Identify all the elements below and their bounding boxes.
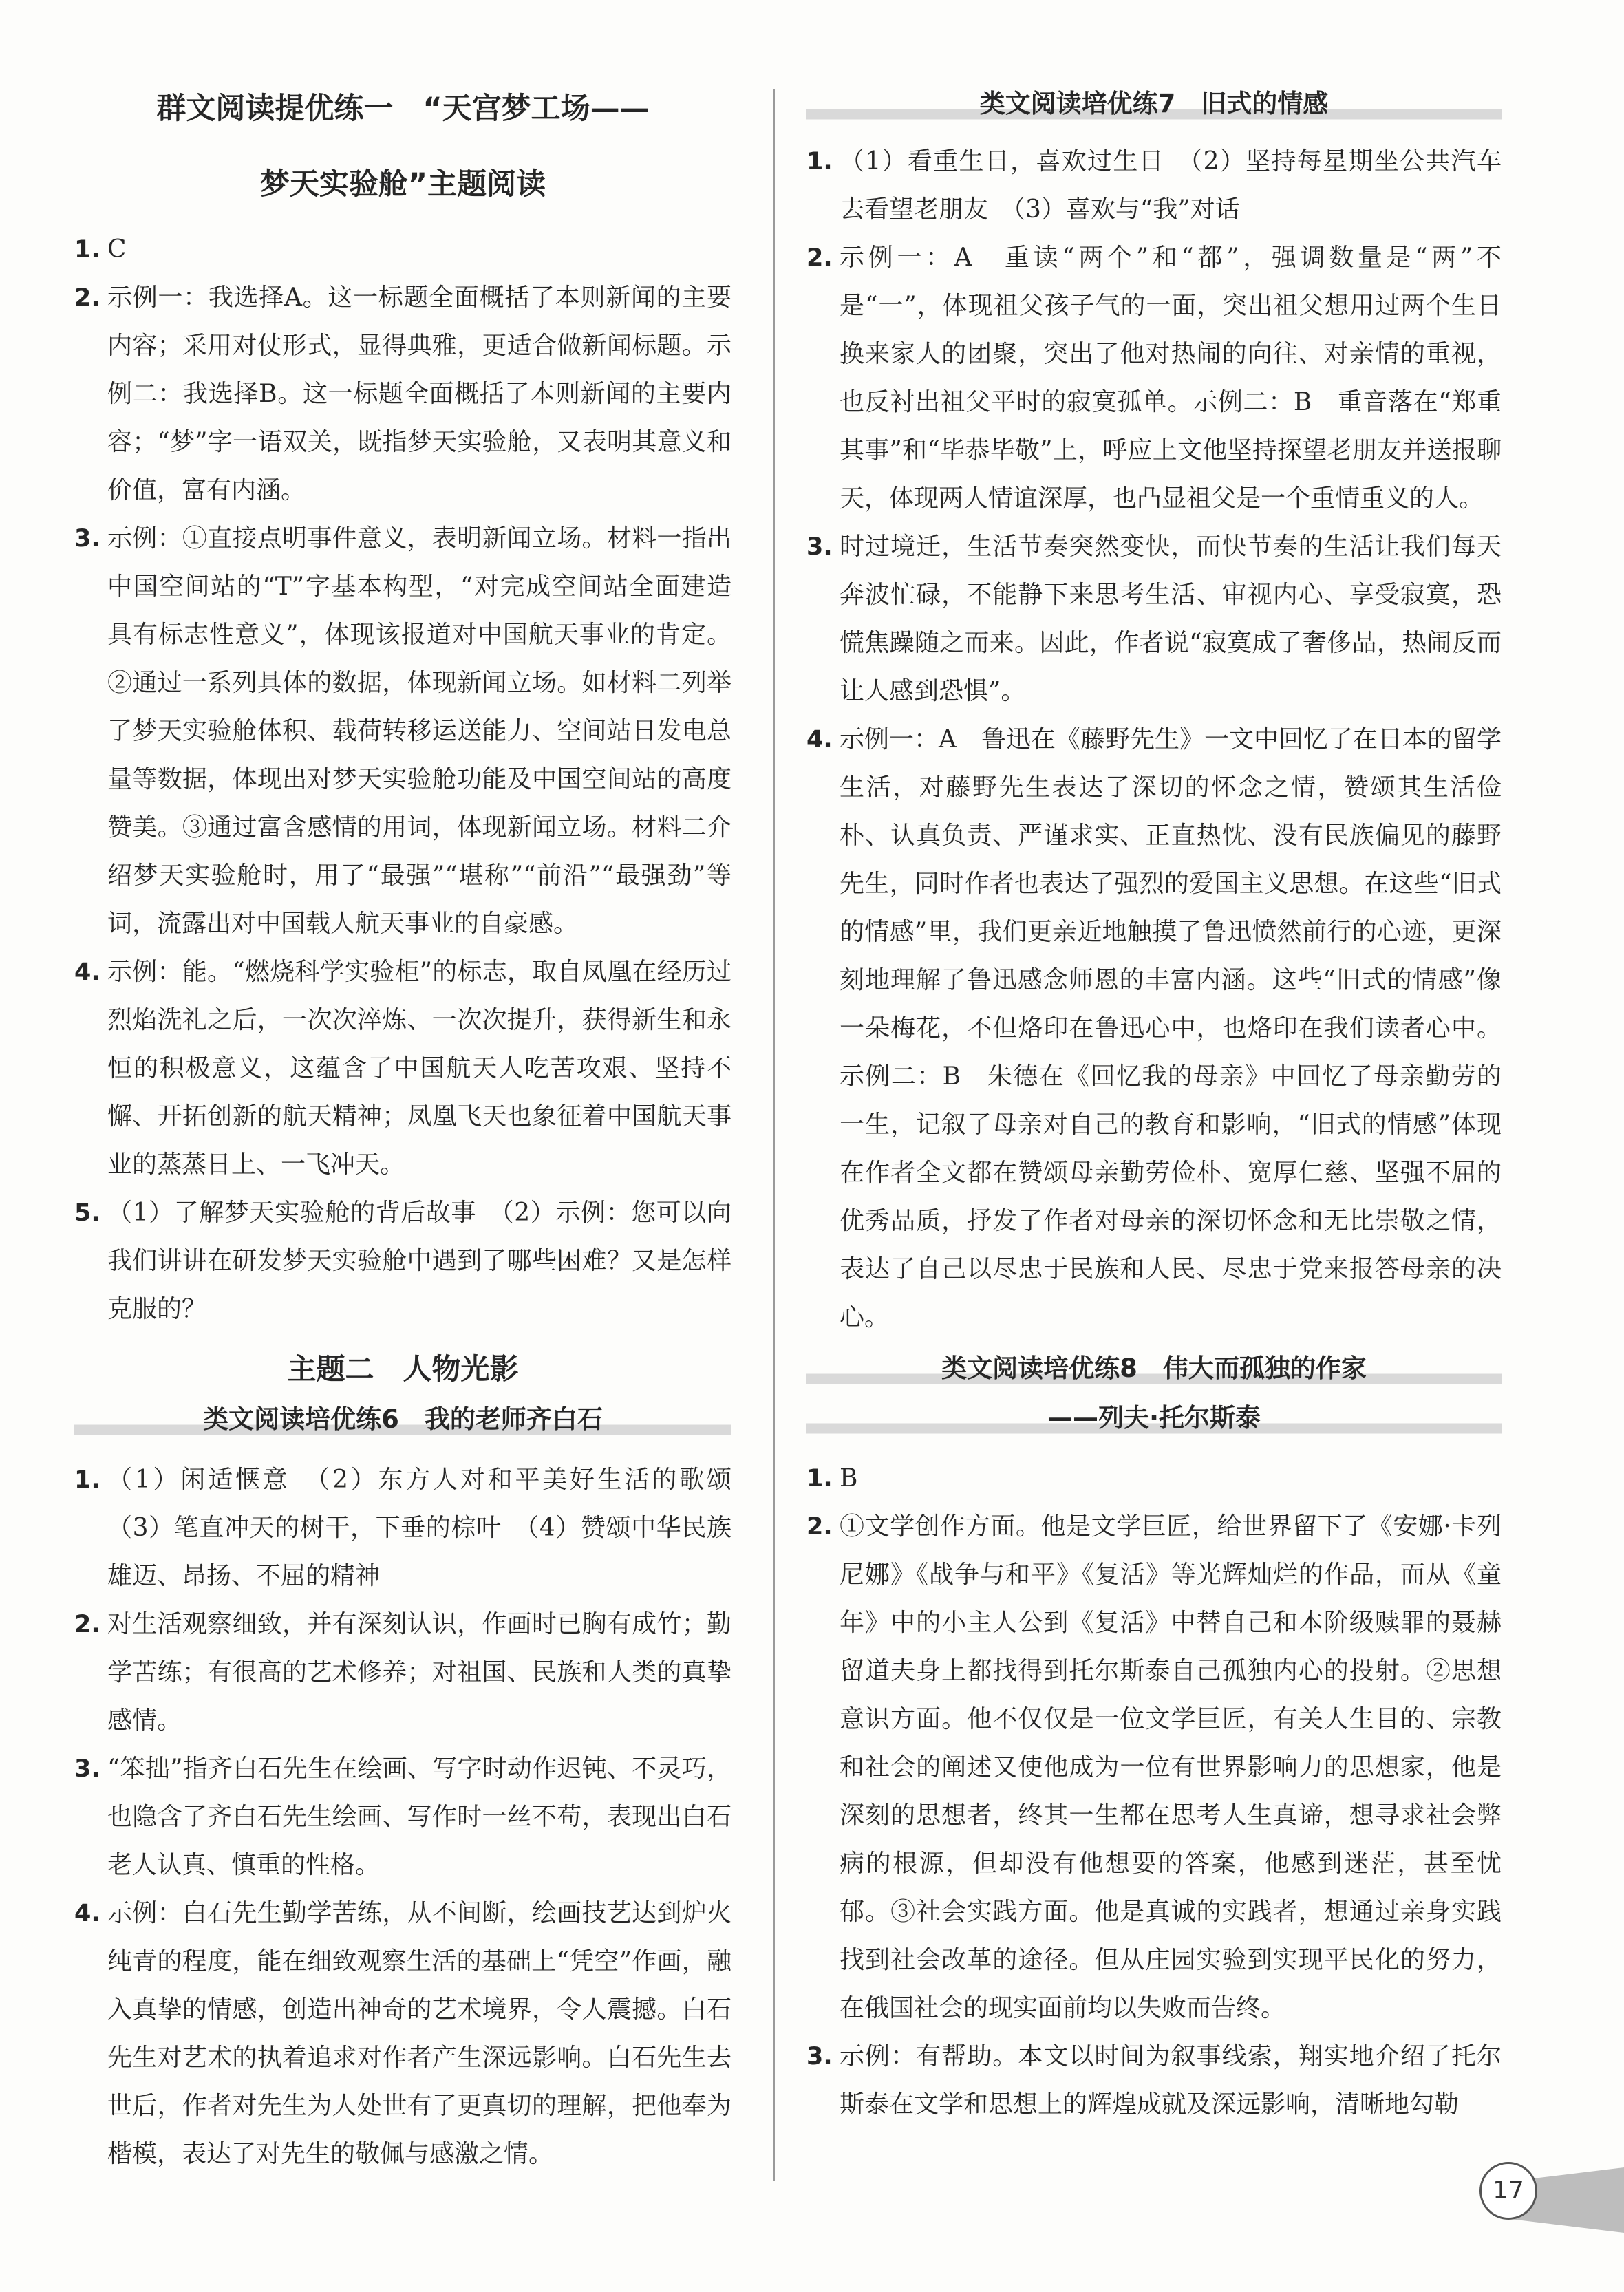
answer-item bbox=[74, 515, 731, 948]
answer-item bbox=[806, 234, 1502, 523]
answer-text: 示例一：A 重读“两个”和“都”，强调数量是“两”不是“一”，体现祖父孩子气的一面，突出祖父想用过两个生日换来家人的团聚，突出了他对热闹的向往、对亲情的重视，也反衬出祖父平时的寂寞孤单。示例二：B 重音落在“郑重其事”和“毕恭毕敬”上，呼应上文他坚持探望老朋友并送报聊天，体现两人情谊深厚，也凸显祖父是一个重情重义的人。 bbox=[840, 244, 1502, 513]
answer-text: “笨拙”指齐白石先生在绘画、写字时动作迟钝、不灵巧，也隐含了齐白石先生绘画、写作时一丝不苟，表现出白石老人认真、慎重的性格。 bbox=[107, 1755, 731, 1879]
item-number: 2. bbox=[806, 1513, 833, 1541]
item-number: 1. bbox=[806, 1465, 833, 1492]
item-number: 2. bbox=[74, 284, 100, 312]
answer-text: 示例：有帮助。本文以时间为叙事线索，翔实地介绍了托尔斯泰在文学和思想上的辉煌成就及深远影响，清晰地勾勒 bbox=[840, 2042, 1502, 2119]
answer-item bbox=[74, 274, 731, 515]
item-number: 2. bbox=[74, 1611, 100, 1638]
item-number: 4. bbox=[74, 1900, 100, 1927]
item-number: 3. bbox=[806, 2043, 833, 2070]
answer-text: （1）了解梦天实验舱的背后故事 （2）示例：您可以向我们讲讲在研发梦天实验舱中遇到了哪些困难？又是怎样克服的？ bbox=[107, 1199, 731, 1323]
answer-item bbox=[806, 138, 1502, 234]
answer-item bbox=[74, 1189, 731, 1334]
answer-text: 时过境迁，生活节奏突然变快，而快节奏的生活让我们每天奔波忙碌，不能静下来思考生活、审视内心、享受寂寞，恐慌焦躁随之而来。因此，作者说“寂寞成了奢侈品，热闹反而让人感到恐惧”。 bbox=[840, 533, 1502, 705]
answer-text: 示例：①直接点明事件意义，表明新闻立场。材料一指出中国空间站的“T”字基本构型，“对完成空间站全面建造具有标志性意义”，体现该报道对中国航天事业的肯定。②通过一系列具体的数据，体现新闻立场。如材料二列举了梦天实验舱体积、载荷转移运送能力、空间站日发电总量等数据，体现出对梦天实验舱功能及中国空间站的高度赞美。③通过富含感情的用词，体现新闻立场。材料二介绍梦天实验舱时，用了“最强”“堪称”“前沿”“最强劲”等词，流露出对中国载人航天事业的自豪感。 bbox=[107, 524, 731, 938]
item-number: 3. bbox=[74, 525, 100, 553]
answer-text: 示例：白石先生勤学苦练，从不间断，绘画技艺达到炉火纯青的程度，能在细致观察生活的基础上“凭空”作画，融入真挚的情感，创造出神奇的艺术境界，令人震撼。白石先生对艺术的执着追求对作者产生深远影响。白石先生去世后，作者对先生为人处世有了更真切的理解，把他奉为楷模，表达了对先生的敬佩与感激之情。 bbox=[107, 1899, 731, 2168]
item-number: 1. bbox=[74, 236, 100, 264]
answer-text: （1）闲适惬意 （2）东方人对和平美好生活的歌颂 （3）笔直冲天的树干，下垂的棕叶 （4）赞颂中华民族雄迈、昂扬、不屈的精神 bbox=[107, 1466, 757, 1590]
answer-text: （1）看重生日，喜欢过生日 （2）坚持每星期坐公共汽车去看望老朋友 （3）喜欢与“我”对话 bbox=[840, 147, 1502, 224]
answer-item bbox=[74, 1456, 757, 1600]
answer-item bbox=[74, 1600, 731, 1745]
title-line-2: 梦天实验舱”主题阅读 bbox=[259, 167, 546, 202]
section-title-6: 类文阅读培优练6 我的老师齐白石 bbox=[74, 1398, 731, 1441]
page-number: 17 bbox=[1479, 2162, 1537, 2220]
left-column bbox=[74, 83, 757, 2178]
column-divider bbox=[773, 89, 775, 2181]
answer-item bbox=[74, 948, 731, 1189]
item-number: 1. bbox=[74, 1466, 100, 1494]
item-number: 2. bbox=[806, 244, 833, 272]
answer-item bbox=[74, 226, 731, 274]
answer-text: B bbox=[840, 1464, 858, 1492]
answer-text: C bbox=[107, 235, 127, 264]
item-number: 4. bbox=[74, 958, 100, 986]
answer-text: ①文学创作方面。他是文学巨匠，给世界留下了《安娜·卡列尼娜》《战争与和平》《复活》等光辉灿烂的作品，而从《童年》中的小主人公到《复活》中替自己和本阶级赎罪的聂赫留道夫身上都找得到托尔斯泰自己孤独内心的投射。②思想意识方面。他不仅仅是一位文学巨匠，有关人生目的、宗教和社会的阐述又使他成为一位有世界影响力的思想家，他是深刻的思想者，终其一生都在思考人生真谛，想寻求社会弊病的根源，但却没有他想要的答案，他感到迷茫，甚至忧郁。③社会实践方面。他是真诚的实践者，想通过亲身实践找到社会改革的途径。但从庄园实验到实现平民化的努力，在俄国社会的现实面前均以失败而告终。 bbox=[840, 1512, 1502, 2022]
item-number: 5. bbox=[74, 1199, 100, 1227]
right-column bbox=[806, 83, 1502, 2129]
answer-text: 对生活观察细致，并有深刻认识，作画时已胸有成竹；勤学苦练；有很高的艺术修养；对祖国、民族和人类的真挚感情。 bbox=[107, 1610, 731, 1735]
answer-item bbox=[74, 1889, 731, 2178]
section-subtitle-8 bbox=[806, 1397, 1502, 1439]
answer-item bbox=[806, 1455, 1502, 1503]
item-number: 3. bbox=[806, 533, 833, 561]
section-title-group-reading bbox=[74, 88, 731, 205]
answer-text: 示例：能。“燃烧科学实验柜”的标志，取自凤凰在经历过烈焰洗礼之后，一次次淬炼、一次次提升，获得新生和永恒的积极意义，这蕴含了中国航天人吃苦攻艰、坚持不懈、开拓创新的航天精神；凤凰飞天也象征着中国航天事业的蒸蒸日上、一飞冲天。 bbox=[107, 958, 731, 1179]
answer-text: 示例一：A 鲁迅在《藤野先生》一文中回忆了在日本的留学生活，对藤野先生表达了深切的怀念之情，赞颂其生活俭朴、认真负责、严谨求实、正直热忱、没有民族偏见的藤野先生，同时作者也表达了强烈的爱国主义思想。在这些“旧式的情感”里，我们更亲近地触摸了鲁迅愤然前行的心迹，更深刻地理解了鲁迅感念师恩的丰富内涵。这些“旧式的情感”像一朵梅花，不但烙印在鲁迅心中，也烙印在我们读者心中。示例二：B 朱德在《回忆我的母亲》中回忆了母亲勤劳的一生，记叙了母亲对自己的教育和影响，“旧式的情感”体现在作者全文都在赞颂母亲勤劳俭朴、宽厚仁慈、坚强不屈的优秀品质，抒发了作者对母亲的深切怀念和无比崇敬之情，表达了自己以尽忠于民族和人民、尽忠于党来报答母亲的决心。 bbox=[840, 725, 1502, 1331]
title-line-1: 群文阅读提优练一 “天宫梦工场—— bbox=[156, 92, 650, 126]
answer-text: 示例一：我选择A。这一标题全面概括了本则新闻的主要内容；采用对仗形式，显得典雅，更适合做新闻标题。示例二：我选择B。这一标题全面概括了本则新闻的主要内容；“梦”字一语双关，既指梦天实验舱，又表明其意义和价值，富有内涵。 bbox=[107, 283, 731, 504]
section-title-7: 类文阅读培优练7 旧式的情感 bbox=[806, 83, 1502, 125]
answer-item bbox=[806, 523, 1502, 716]
subtitle-text: ——列夫·托尔斯泰 bbox=[1047, 1403, 1261, 1433]
item-number: 4. bbox=[806, 726, 833, 753]
answer-item bbox=[806, 716, 1502, 1342]
answer-item bbox=[806, 2033, 1502, 2129]
answer-item bbox=[74, 1745, 731, 1889]
section-title-8: 类文阅读培优练8 伟大而孤独的作家 bbox=[806, 1347, 1502, 1390]
answer-item bbox=[806, 1503, 1502, 2033]
item-number: 3. bbox=[74, 1755, 100, 1783]
item-number: 1. bbox=[806, 148, 833, 175]
topic-title: 主题二 人物光影 bbox=[287, 1352, 519, 1386]
